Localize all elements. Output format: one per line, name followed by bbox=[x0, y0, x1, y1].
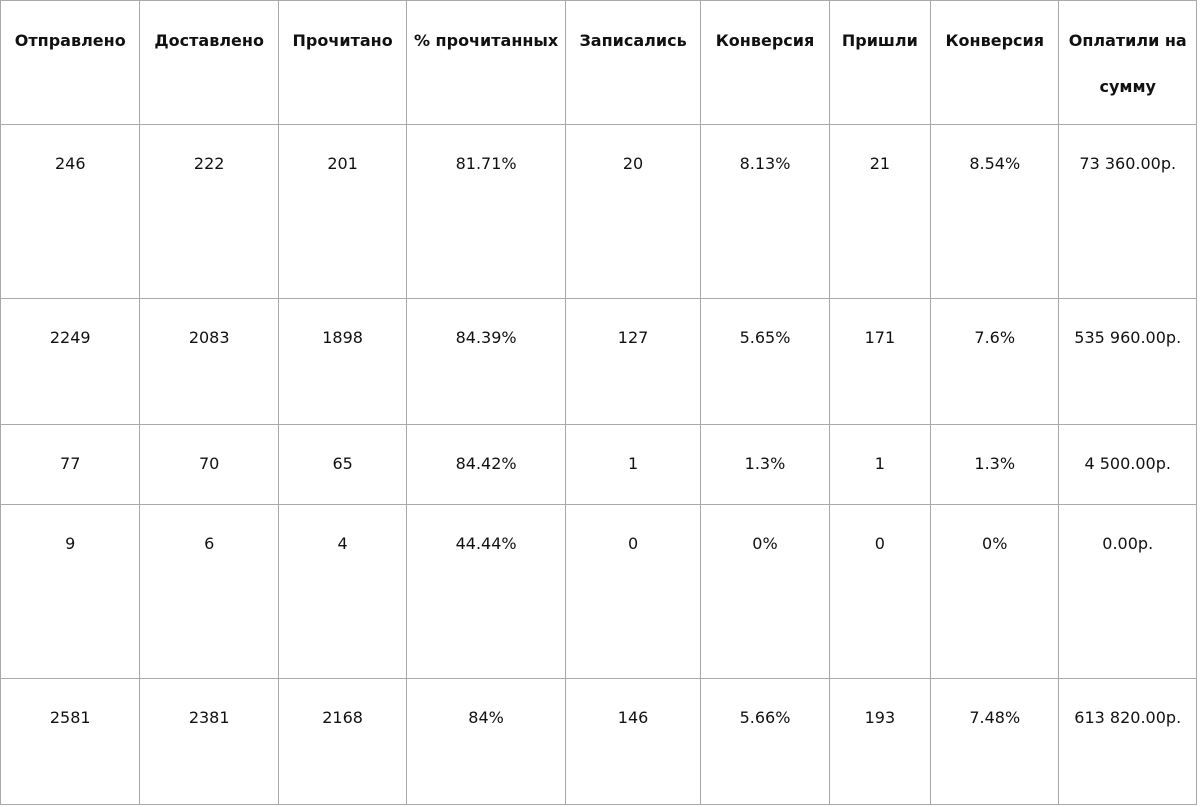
cell-sent: 9 bbox=[1, 505, 140, 679]
header-conversion-came: Конверсия bbox=[931, 1, 1059, 125]
cell-conversion-came: 7.6% bbox=[931, 299, 1059, 425]
cell-sent: 246 bbox=[1, 125, 140, 299]
cell-read: 1898 bbox=[278, 299, 406, 425]
header-delivered: Доставлено bbox=[140, 1, 278, 125]
cell-signed-up: 127 bbox=[565, 299, 700, 425]
cell-conversion-came: 1.3% bbox=[931, 425, 1059, 505]
cell-read: 4 bbox=[278, 505, 406, 679]
header-paid-amount: Оплатили на сумму bbox=[1059, 1, 1197, 125]
cell-paid-amount: 0.00р. bbox=[1059, 505, 1197, 679]
header-came: Пришли bbox=[829, 1, 930, 125]
cell-paid-amount: 535 960.00р. bbox=[1059, 299, 1197, 425]
cell-conversion-came: 0% bbox=[931, 505, 1059, 679]
cell-delivered: 70 bbox=[140, 425, 278, 505]
cell-conversion-signup: 8.13% bbox=[701, 125, 829, 299]
cell-came: 21 bbox=[829, 125, 930, 299]
cell-conversion-came: 7.48% bbox=[931, 679, 1059, 805]
cell-conversion-signup: 1.3% bbox=[701, 425, 829, 505]
cell-delivered: 2381 bbox=[140, 679, 278, 805]
cell-read-percent: 44.44% bbox=[407, 505, 566, 679]
table-header-row bbox=[1, 1, 1197, 125]
table-row bbox=[1, 679, 1197, 805]
cell-came: 171 bbox=[829, 299, 930, 425]
cell-sent: 2249 bbox=[1, 299, 140, 425]
cell-signed-up: 0 bbox=[565, 505, 700, 679]
cell-signed-up: 146 bbox=[565, 679, 700, 805]
cell-read: 201 bbox=[278, 125, 406, 299]
header-signed-up: Записались bbox=[565, 1, 700, 125]
cell-paid-amount: 73 360.00р. bbox=[1059, 125, 1197, 299]
cell-read-percent: 84.42% bbox=[407, 425, 566, 505]
header-read: Прочитано bbox=[278, 1, 406, 125]
table-row bbox=[1, 505, 1197, 679]
cell-paid-amount: 4 500.00р. bbox=[1059, 425, 1197, 505]
header-conversion-signup: Конверсия bbox=[701, 1, 829, 125]
cell-read: 65 bbox=[278, 425, 406, 505]
cell-conversion-signup: 5.65% bbox=[701, 299, 829, 425]
cell-read-percent: 84% bbox=[407, 679, 566, 805]
cell-conversion-came: 8.54% bbox=[931, 125, 1059, 299]
cell-delivered: 2083 bbox=[140, 299, 278, 425]
cell-sent: 77 bbox=[1, 425, 140, 505]
cell-paid-amount: 613 820.00р. bbox=[1059, 679, 1197, 805]
cell-came: 1 bbox=[829, 425, 930, 505]
cell-delivered: 222 bbox=[140, 125, 278, 299]
cell-came: 193 bbox=[829, 679, 930, 805]
table-row bbox=[1, 425, 1197, 505]
header-read-percent: % прочитанных bbox=[407, 1, 566, 125]
cell-conversion-signup: 5.66% bbox=[701, 679, 829, 805]
table-row bbox=[1, 125, 1197, 299]
cell-read-percent: 81.71% bbox=[407, 125, 566, 299]
cell-signed-up: 1 bbox=[565, 425, 700, 505]
cell-came: 0 bbox=[829, 505, 930, 679]
header-sent: Отправлено bbox=[1, 1, 140, 125]
cell-read-percent: 84.39% bbox=[407, 299, 566, 425]
cell-read: 2168 bbox=[278, 679, 406, 805]
cell-conversion-signup: 0% bbox=[701, 505, 829, 679]
cell-signed-up: 20 bbox=[565, 125, 700, 299]
cell-sent: 2581 bbox=[1, 679, 140, 805]
cell-delivered: 6 bbox=[140, 505, 278, 679]
table-row bbox=[1, 299, 1197, 425]
